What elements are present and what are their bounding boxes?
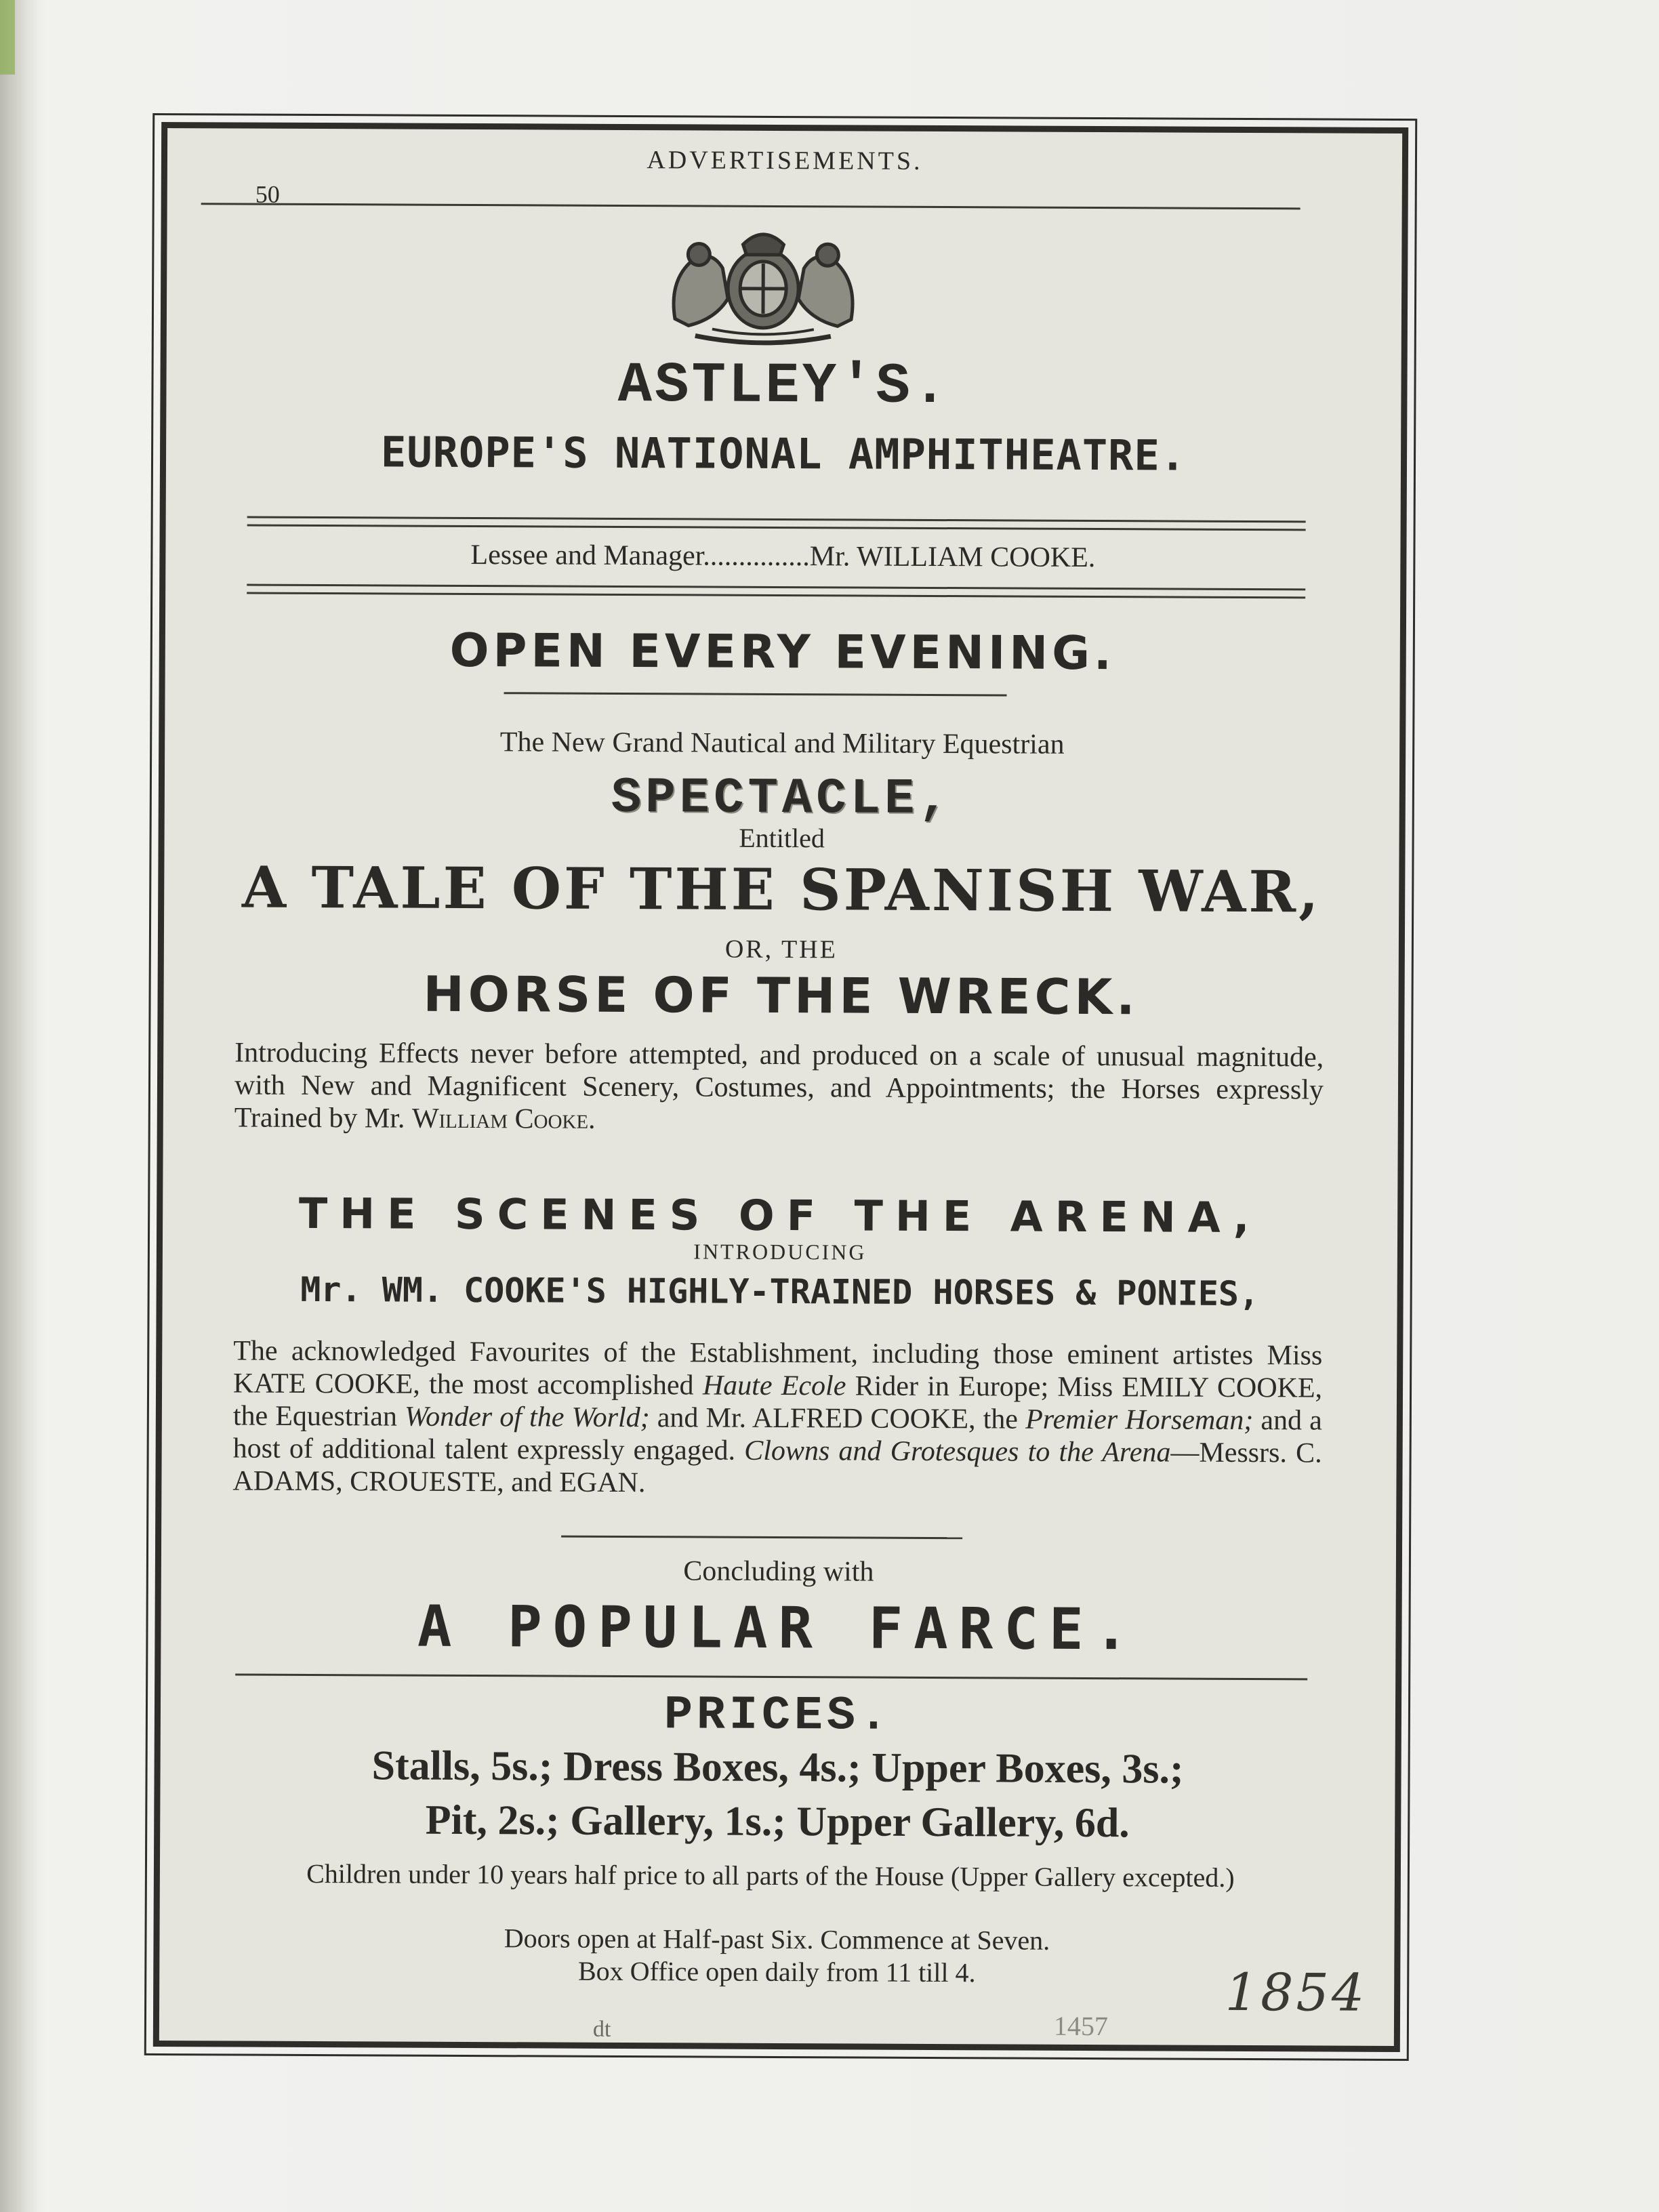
arena-desc-italic-3: Premier Horseman; bbox=[1025, 1404, 1254, 1437]
prices-line-2: Pit, 2s.; Gallery, 1s.; Upper Gallery, 6d. bbox=[425, 1797, 1130, 1847]
children-price-note: Children under 10 years half price to all parts of the House (Upper Gallery excepted.) bbox=[306, 1858, 1235, 1893]
spectacle-intro: The New Grand Nautical and Military Equestrian bbox=[499, 726, 1065, 760]
horse-of-the-wreck: HORSE OF THE WRECK. bbox=[423, 965, 1139, 1026]
tale-title: A TALE OF THE SPANISH WAR, bbox=[241, 853, 1322, 926]
arena-desc-text-2: Rider in Europe; Miss EMILY COOKE, the Equestrian bbox=[232, 1370, 1323, 1433]
arena-desc-text-4: and a host of additional talent expressly engaged. bbox=[232, 1405, 1322, 1467]
header-rule bbox=[201, 203, 1300, 209]
spectacle-description bbox=[234, 1036, 1324, 1139]
arena-desc-italic-2: Wonder of the World; bbox=[404, 1401, 650, 1434]
arena-description bbox=[232, 1334, 1322, 1502]
prices-title: PRICES. bbox=[663, 1689, 893, 1744]
theatre-subtitle: EUROPE'S NATIONAL AMPHITHEATRE. bbox=[380, 427, 1187, 480]
open-every-evening: OPEN EVERY EVENING. bbox=[449, 623, 1115, 681]
concluding-with: Concluding with bbox=[683, 1555, 874, 1588]
spectacle-word: SPECTACLE, bbox=[611, 769, 954, 829]
double-rule-bottom-1 bbox=[247, 584, 1305, 591]
short-rule-1 bbox=[504, 692, 1007, 696]
entitled: Entitled bbox=[739, 822, 825, 854]
box-office-note: Box Office open daily from 11 till 4. bbox=[577, 1955, 976, 1988]
lessee-line: Lessee and Manager...............Mr. WILLIAM COOKE. bbox=[470, 539, 1096, 574]
pencil-note: 1457 bbox=[1053, 2010, 1109, 2042]
arena-desc-text-1: The acknowledged Favourites of the Establishment, including those eminent artistes Miss KATE COOKE, the most accomplished bbox=[232, 1335, 1323, 1401]
or-the: OR, THE bbox=[724, 935, 838, 964]
spectacle-description-text: Introducing Effects never before attempted, and produced on a scale of unusual magnitude, with New and Magnificent Scenery, Costumes, and Appointments; the Horses expressly Trained by Mr. bbox=[234, 1037, 1324, 1134]
footer-mark: dt bbox=[592, 2016, 611, 2042]
advertisement-page bbox=[153, 122, 1408, 2052]
binding-shadow bbox=[0, 0, 41, 2212]
cooke-horses-ponies: Mr. WM. COOKE'S HIGHLY-TRAINED HORSES & PONIES, bbox=[300, 1269, 1260, 1314]
double-rule-top-2 bbox=[247, 525, 1306, 531]
scenes-of-the-arena: THE SCENES OF THE ARENA, bbox=[298, 1188, 1262, 1243]
page-number: 50 bbox=[255, 180, 280, 208]
arena-desc-text-3: and Mr. ALFRED COOKE, the bbox=[649, 1402, 1026, 1435]
double-rule-bottom-2 bbox=[247, 592, 1305, 599]
page-header: ADVERTISEMENTS. bbox=[647, 146, 923, 176]
introducing: INTRODUCING bbox=[693, 1239, 867, 1265]
spectacle-description-name: William Cooke. bbox=[411, 1103, 596, 1135]
short-rule-2 bbox=[561, 1536, 962, 1540]
arena-desc-italic-4: Clowns and Grotesques to the Arena bbox=[744, 1435, 1171, 1469]
doors-open-note: Doors open at Half-past Six. Commence at Seven. bbox=[504, 1923, 1050, 1956]
prices-rule bbox=[235, 1673, 1307, 1680]
popular-farce: A POPULAR FARCE. bbox=[417, 1593, 1140, 1663]
arena-desc-italic-1: Haute Ecole bbox=[702, 1370, 846, 1402]
prices-line-1: Stalls, 5s.; Dress Boxes, 4s.; Upper Boxes, 3s.; bbox=[371, 1742, 1184, 1793]
arena-desc-text-5: —Messrs. C. ADAMS, CROUESTE, and EGAN. bbox=[232, 1437, 1322, 1499]
handwritten-year: 1854 bbox=[1225, 1961, 1368, 2023]
theatre-name: ASTLEY'S. bbox=[617, 353, 950, 420]
double-rule-top-1 bbox=[247, 516, 1306, 523]
royal-coat-of-arms-icon bbox=[648, 217, 879, 346]
